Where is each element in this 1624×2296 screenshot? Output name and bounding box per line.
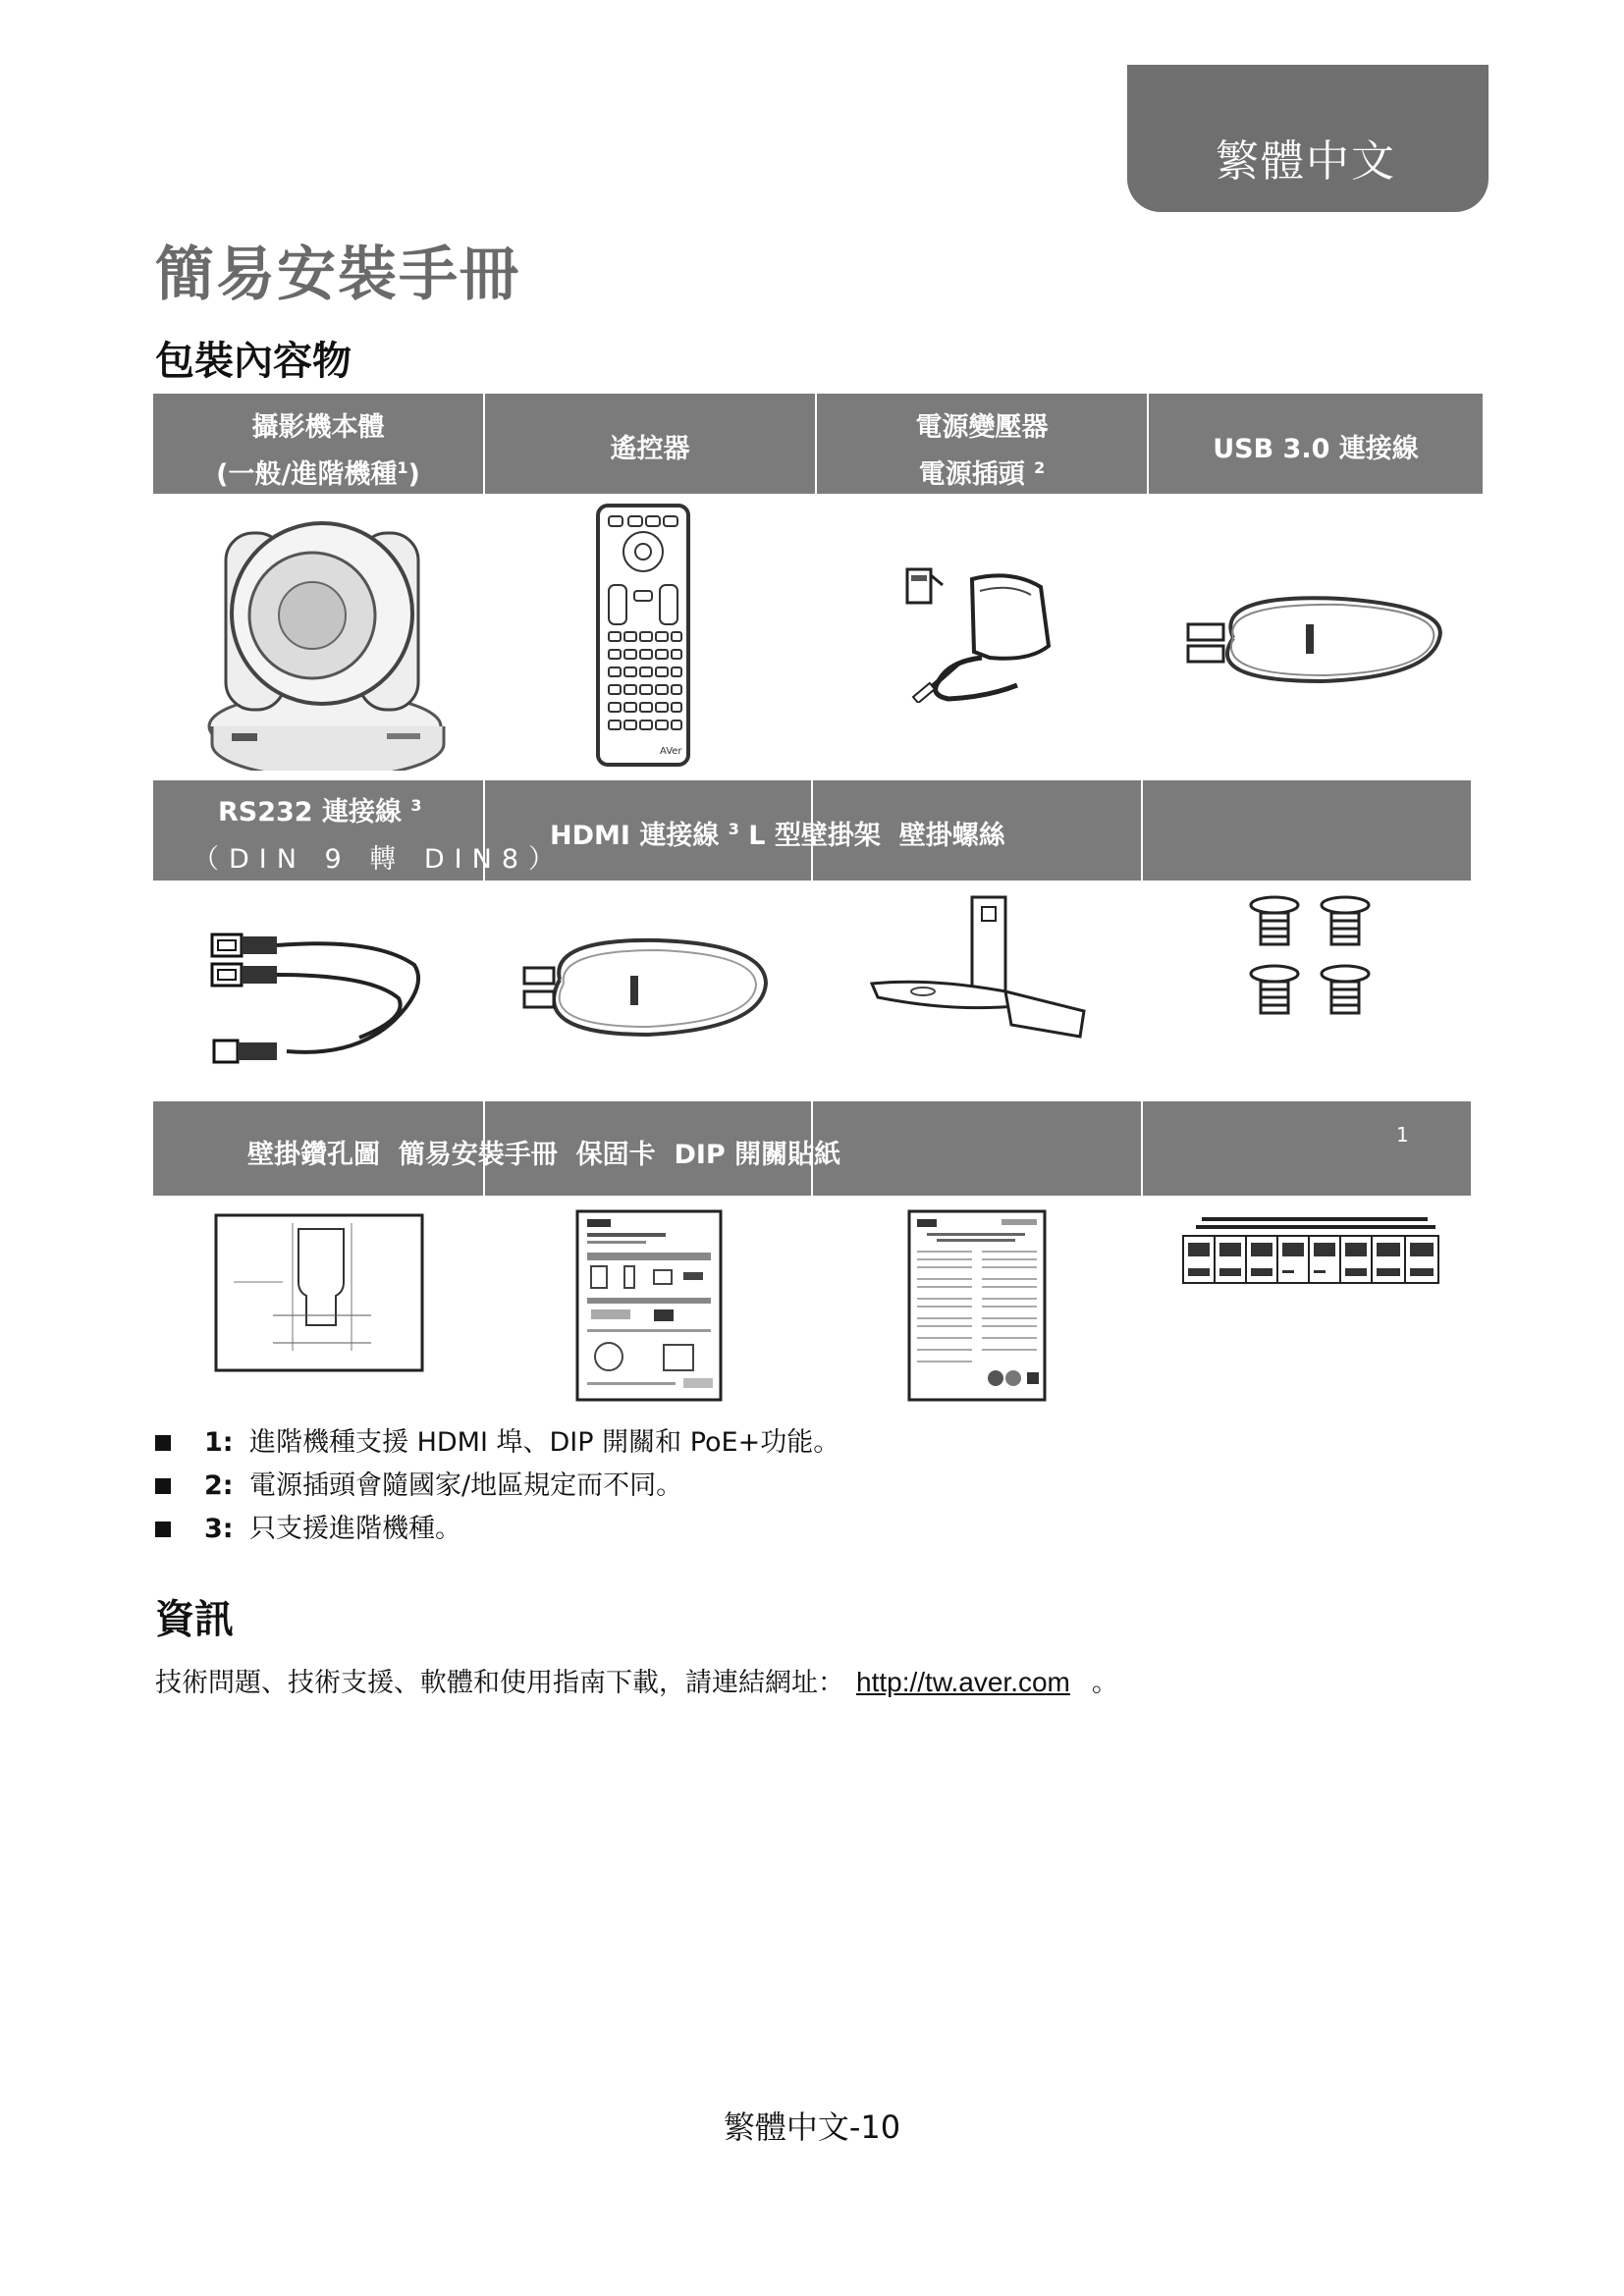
footnote-number: 3: bbox=[204, 1514, 234, 1544]
header-guide-label: 簡易安裝手冊 bbox=[398, 1140, 558, 1170]
footnote-number: 2: bbox=[204, 1470, 234, 1501]
header-remote-label: 遙控器 bbox=[610, 434, 690, 464]
usb-cable-illustration bbox=[1184, 585, 1449, 693]
remote-brand-label: AVer bbox=[660, 746, 682, 757]
info-paragraph bbox=[155, 1661, 1118, 1699]
support-website-link[interactable]: http://tw.aver.com bbox=[856, 1667, 1070, 1697]
power-adapter-illustration bbox=[899, 556, 1066, 703]
footnote-ref: 1 bbox=[1396, 1123, 1409, 1147]
header-drill-label: 壁掛鑽孔圖 bbox=[247, 1140, 380, 1170]
header-rs232-line2: （DIN 9 轉 DIN8） bbox=[192, 844, 566, 875]
bullet-square-icon bbox=[155, 1435, 171, 1451]
header-adapter bbox=[817, 394, 1149, 494]
header-screws-label: 壁掛螺絲 bbox=[898, 821, 1005, 851]
header-camera-close: ) bbox=[407, 459, 420, 490]
header-camera-model: (一般/進階機種 bbox=[216, 459, 398, 490]
header-row3-labels bbox=[247, 1133, 840, 1171]
footnote-3 bbox=[155, 1508, 839, 1551]
header-rs232-label: RS232 連接線 bbox=[218, 797, 402, 828]
language-tab-label: 繁體中文 bbox=[1216, 136, 1396, 187]
section-heading-info: 資訊 bbox=[155, 1597, 234, 1642]
header-camera-line2 bbox=[153, 453, 483, 491]
footnotes-list bbox=[155, 1421, 839, 1551]
package-header-row-1 bbox=[153, 394, 1483, 494]
footnote-2 bbox=[155, 1465, 839, 1508]
remote-control-illustration bbox=[595, 503, 691, 768]
quick-guide-illustration bbox=[575, 1209, 723, 1402]
header-bracket-label: L 型壁掛架 bbox=[748, 821, 881, 851]
package-header-row-2 bbox=[153, 780, 1473, 881]
wall-screws-illustration bbox=[1247, 893, 1384, 1021]
footnote-number: 1: bbox=[204, 1427, 234, 1458]
header-usb bbox=[1149, 394, 1483, 494]
header-remote bbox=[485, 394, 817, 494]
footnote-ref: 1 bbox=[397, 458, 408, 477]
header-hdmi-label: HDMI 連接線 bbox=[550, 821, 720, 851]
header-row2-labels bbox=[550, 814, 1005, 852]
header-rs232-line1 bbox=[218, 790, 422, 828]
footnote-text: 電源插頭會隨國家/地區規定而不同。 bbox=[249, 1470, 683, 1501]
header-dip-label: DIP 開關貼紙 bbox=[674, 1140, 841, 1170]
header-plug-label: 電源插頭 bbox=[918, 459, 1025, 490]
bullet-square-icon bbox=[155, 1478, 171, 1494]
section-heading-package: 包裝內容物 bbox=[155, 339, 352, 384]
footnote-text: 進階機種支援 HDMI 埠、DIP 開關和 PoE+功能。 bbox=[249, 1427, 840, 1458]
info-text: 技術問題、技術支援、軟體和使用指南下載，請連結網址： bbox=[155, 1668, 844, 1698]
dip-switch-sticker-illustration bbox=[1182, 1215, 1441, 1286]
camera-illustration bbox=[202, 506, 448, 771]
header-warranty bbox=[813, 1101, 1143, 1196]
drill-template-illustration bbox=[214, 1213, 424, 1372]
header-dip-sticker bbox=[1143, 1101, 1473, 1196]
header-adapter-line1: 電源變壓器 bbox=[915, 412, 1049, 443]
page-footer: 繁體中文-10 bbox=[723, 2109, 901, 2146]
bullet-square-icon bbox=[155, 1522, 171, 1537]
footnote-1 bbox=[155, 1421, 839, 1465]
header-camera-line1: 攝影機本體 bbox=[251, 412, 385, 443]
rs232-cable-illustration bbox=[210, 929, 426, 1066]
footnote-ref: 3 bbox=[410, 796, 422, 815]
language-tab bbox=[1127, 65, 1489, 212]
footnote-text: 只支援進階機種。 bbox=[249, 1514, 461, 1544]
header-warranty-label: 保固卡 bbox=[575, 1140, 656, 1170]
document-title: 簡易安裝手冊 bbox=[155, 240, 520, 309]
footnote-ref: 2 bbox=[1034, 458, 1046, 477]
info-period: 。 bbox=[1091, 1668, 1118, 1698]
package-header-row-3 bbox=[153, 1101, 1473, 1196]
header-screws bbox=[1143, 780, 1473, 881]
header-adapter-line2 bbox=[817, 453, 1147, 491]
header-usb-label: USB 3.0 連接線 bbox=[1213, 434, 1419, 464]
hdmi-cable-illustration bbox=[520, 933, 776, 1041]
footnote-ref: 3 bbox=[728, 820, 739, 838]
header-camera bbox=[153, 394, 485, 494]
warranty-card-illustration bbox=[907, 1209, 1047, 1402]
wall-bracket-illustration bbox=[864, 893, 1100, 1041]
